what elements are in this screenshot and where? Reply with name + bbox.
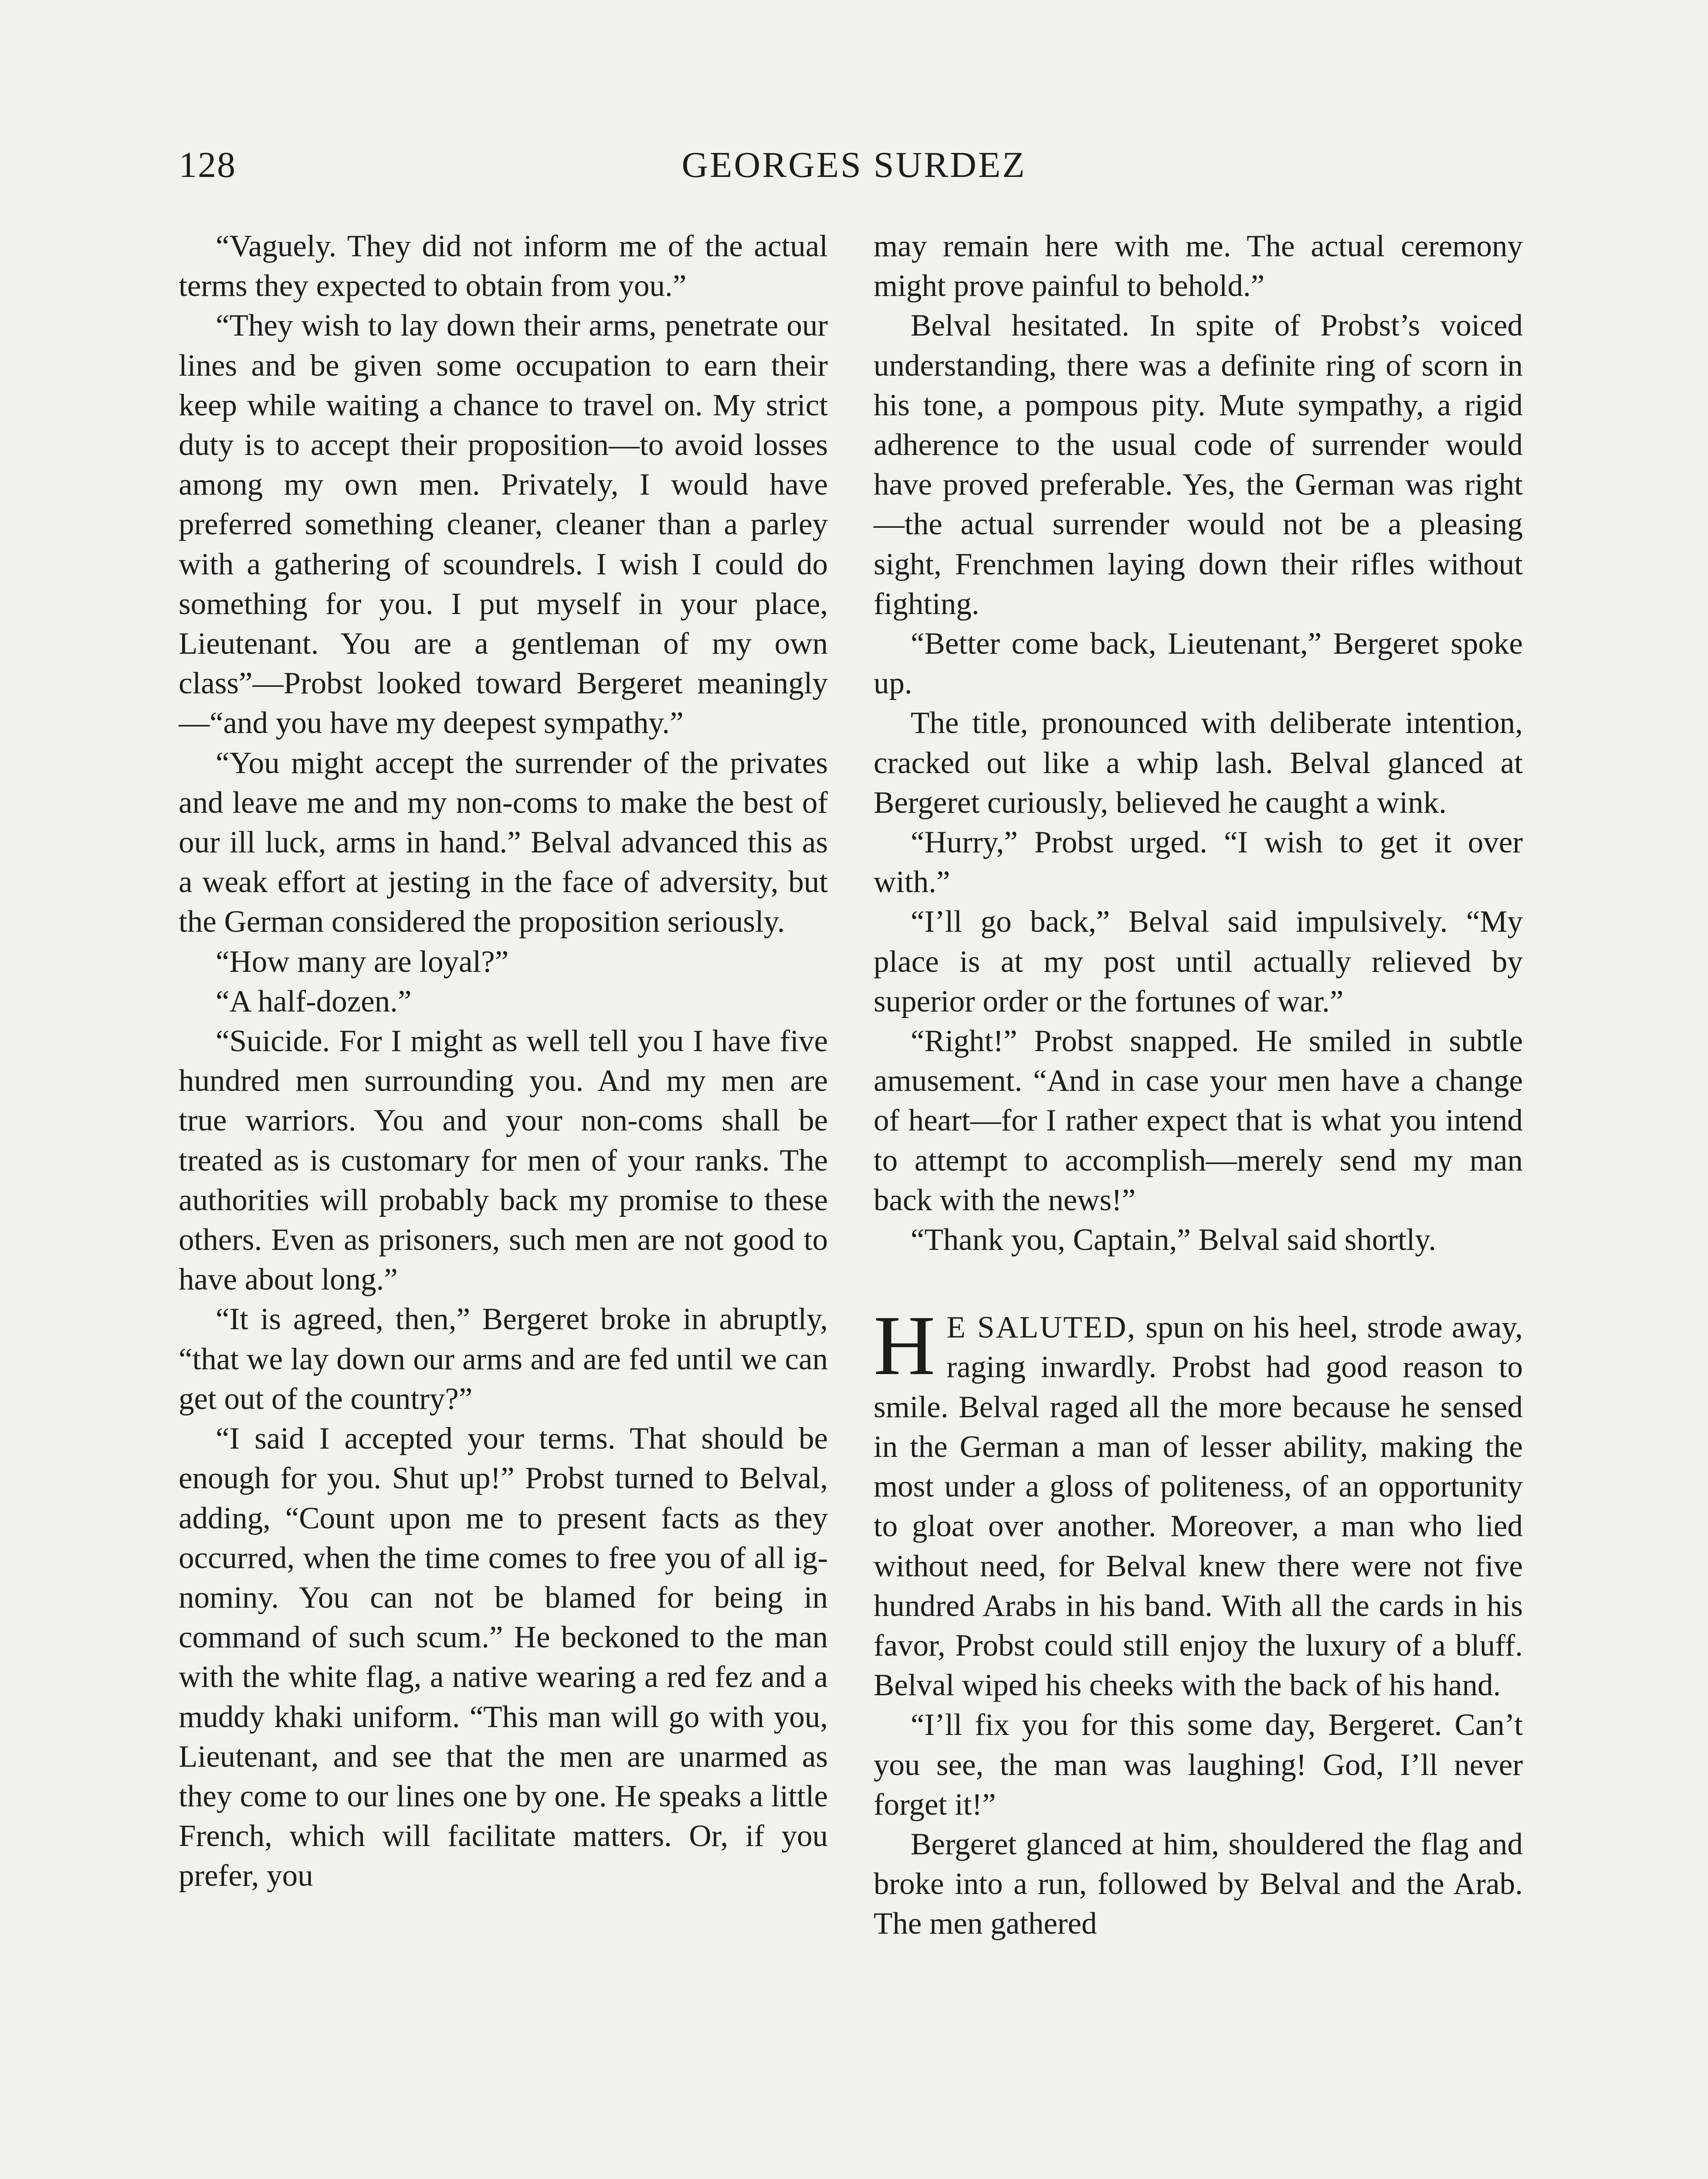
paragraph: “Better come back, Lieutenant,” Bergeret spoke up. [874, 627, 1523, 701]
paragraph: “A half-dozen.” [216, 984, 412, 1018]
section-break-paragraph [874, 1298, 1523, 1705]
paragraph: “Right!” Probst snapped. He smiled in subtle amusement. “And in case your men have a change of heart—for I rather expect that is what you intend to attempt to accomplish—merely send my man back with the news!” [874, 1024, 1523, 1217]
paragraph: “I’ll fix you for this some day, Bergeret. Can’t you see, the man was laughing! God, I’ll never forget it!” [874, 1708, 1523, 1822]
paragraph: The title, pronounced with deliberate intention, cracked out like a whip lash. Belval glanced at Bergeret curiously, believed he caught a wink. [874, 706, 1523, 820]
paragraph: “How many are loyal?” [216, 944, 509, 979]
page-number: 128 [179, 145, 236, 185]
paragraph: “Suicide. For I might as well tell you I have five hundred men surrounding you. And my men are true warriors. You and your non-coms shall be treated as is customary for men of your ranks. The authorities will probably back my promise to these others. Even as prisoners, such men are not good to have about long.” [179, 1024, 828, 1297]
page-header [179, 144, 1529, 192]
paragraph: “I said I accepted your terms. That should be enough for you. Shut up!” Probst turned to Belval, adding, “Count upon me to present facts as they occurred, when the time comes to free you of all ignominy. You can not be blamed for being in command of such scum.” He beckoned to the man with the white flag, a native wearing a red fez and a muddy khaki uniform. “This man will go with you, Lieutenant, and see that the men are unarmed as they come to our lines one by one. He speaks a little French, which will facilitate matters. Or, if you prefer, you [179, 1422, 828, 1893]
paragraph: “They wish to lay down their arms, penetrate our lines and be given some occupation to earn their keep while waiting a chance to travel on. My strict duty is to accept their proposition—to avoid losses among my own men. Privately, I would have preferred something cleaner, cleaner than a parley with a gathering of scoundrels. I wish I could do something for you. I put myself in your place, Lieutenant. You are a gentleman of my own class”—Probst looked toward Bergeret meaningly—“and you have my deepest sympathy.” [179, 309, 828, 740]
left-column [179, 227, 828, 1896]
paragraph: “Vaguely. They did not inform me of the actual terms they expected to obtain from you.” [179, 229, 828, 303]
paragraph: “Hurry,” Probst urged. “I wish to get it over with.” [874, 825, 1523, 899]
paragraph: “It is agreed, then,” Bergeret broke in abruptly, “that we lay down our arms and are fed until we can get out of the country?” [179, 1302, 828, 1416]
running-head: GEORGES SURDEZ [681, 145, 1027, 185]
paragraph: “You might accept the surrender of the privates and leave me and my non-coms to make the best of our ill luck, arms in hand.” Belval advanced this as a weak effort at jesting in the face of adversity, but the German considered the proposition seriously. [179, 746, 828, 939]
paragraph: “Thank you, Captain,” Belval said shortly. [911, 1223, 1437, 1257]
section-break-text: spun on his heel, strode away, raging inwardly. Probst had good reason to smile. Belval raged all the more because he sensed in the German a man of lesser ability, making the most under a gloss of politeness, of an opportunity to gloat over another. Moreover, a man who lied without need, for Belval knew there were not five hundred Arabs in his band. With all the cards in his favor, Probst could still enjoy the luxury of a bluff. Belval wiped his cheeks with the back of his hand. [874, 1310, 1523, 1703]
drop-cap: H [874, 1298, 935, 1393]
paragraph: “I’ll go back,” Belval said impulsively. “My place is at my post until actually relieved by superior order or the fortunes of war.” [874, 905, 1523, 1018]
paragraph: Belval hesitated. In spite of Probst’s voiced understanding, there was a definite ring of scorn in his tone, a pompous pity. Mute sympathy, a rigid adherence to the usual code of surrender would have proved preferable. Yes, the German was right—the actual surrender would not be a pleasing sight, Frenchmen laying down their rifles without fighting. [874, 309, 1523, 621]
paragraph: Bergeret glanced at him, shouldered the flag and broke into a run, followed by Belval and the Arab. The men gathered [874, 1827, 1523, 1941]
paragraph-continued: may remain here with me. The actual ceremony might prove painful to behold.” [874, 229, 1523, 303]
lead-in-caps: E SALUTED, [946, 1310, 1137, 1345]
right-column [874, 227, 1523, 1944]
